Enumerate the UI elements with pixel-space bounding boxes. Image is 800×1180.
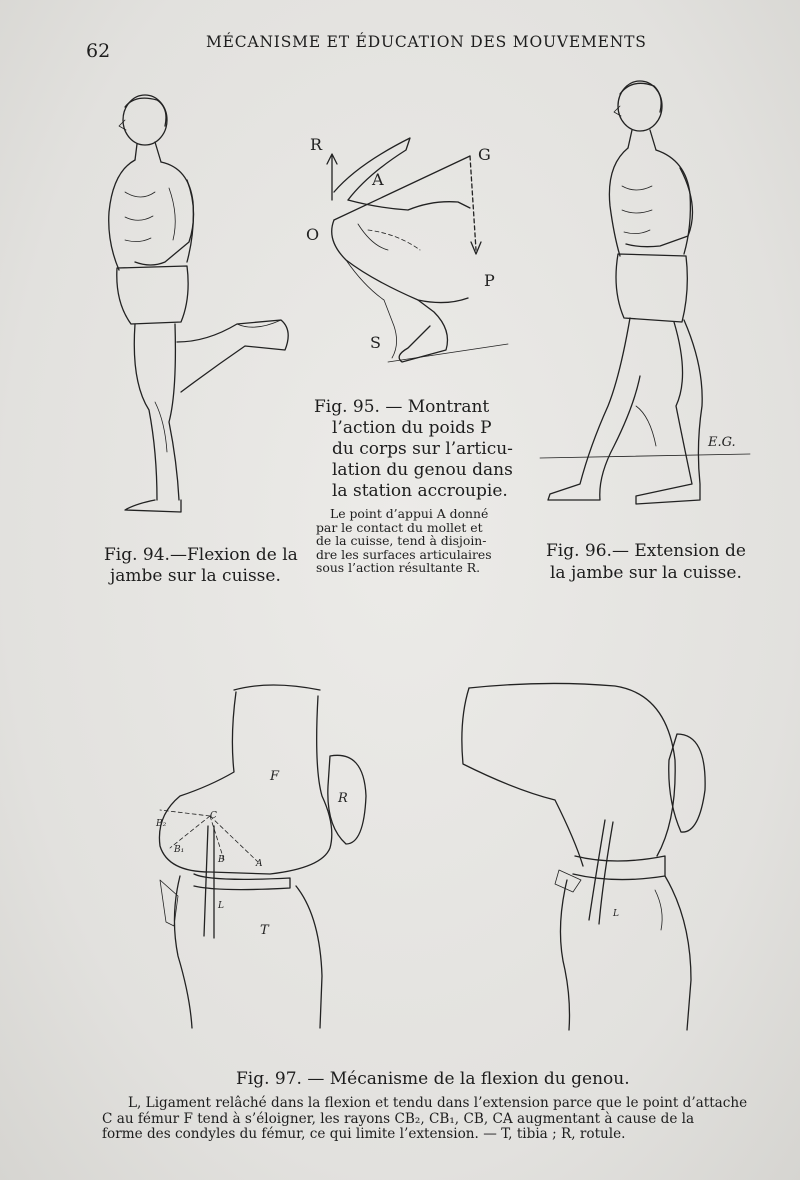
fig97-note-line: forme des condyles du fémur, ce qui limite l’extension. — T, tibia ; R, rotule. <box>102 1126 626 1142</box>
fig95-note-line: de la cuisse, tend à disjoin- <box>316 533 487 549</box>
fig95-caption-line: la station accroupie. <box>332 481 508 501</box>
fig95-caption-line: du corps sur l’articu- <box>332 439 513 459</box>
fig97-note-line: C au fémur F tend à s’éloigner, les rayons CB₂, CB₁, CB, CA augmentant à cause de la <box>102 1110 695 1127</box>
fig95-note-line: Le point d’appui A donné <box>330 506 489 521</box>
fig97-label-l: L <box>218 901 224 911</box>
fig95-label-a: A <box>372 170 384 189</box>
fig96-caption-line1: Fig. 96.— Extension de <box>546 541 746 561</box>
fig97-label-r: R <box>338 791 348 806</box>
fig97-label-b: B <box>218 855 225 865</box>
fig95-diagram <box>298 130 518 370</box>
fig95-label-p: P <box>484 271 495 290</box>
fig97-label-t: T <box>260 923 269 938</box>
fig97-label-b2: B₂ <box>156 819 167 829</box>
fig95-note <box>316 507 526 575</box>
fig94-caption-line2: jambe sur la cuisse. <box>110 566 281 586</box>
fig94-caption-line1: Fig. 94.—Flexion de la <box>104 545 298 565</box>
fig95-label-s: S <box>370 333 381 352</box>
fig97-label-b1: B₁ <box>174 845 185 855</box>
page-number: 62 <box>86 40 111 62</box>
fig95-label-g: G <box>478 145 491 164</box>
fig97-extension-diagram <box>455 680 715 1036</box>
fig97-label-c: C <box>210 811 217 821</box>
fig97-label-l-right: L <box>613 909 619 919</box>
fig97-note-line: L, Ligament relâché dans la flexion et tendu dans l’extension parce que le point d’attache <box>128 1095 748 1111</box>
fig96-engraver-mark: E.G. <box>708 435 736 450</box>
fig95-label-r: R <box>310 135 323 154</box>
fig95-caption-line: Fig. 95. — Montrant <box>314 397 490 417</box>
fig97-label-a: A <box>256 859 263 869</box>
fig97-flexion-diagram <box>150 676 390 1036</box>
fig95-caption-line: l’action du poids P <box>332 418 492 438</box>
fig95-note-line: par le contact du mollet et <box>316 519 483 535</box>
fig95-note-line: dre les surfaces articulaires <box>316 546 492 562</box>
fig97-label-f: F <box>270 769 280 784</box>
fig97-note <box>100 1096 780 1143</box>
fig97-caption: Fig. 97. — Mécanisme de la flexion du genou. <box>236 1069 630 1089</box>
fig95-label-o: O <box>306 225 320 244</box>
fig95-note-line: sous l’action résultante R. <box>316 560 481 576</box>
fig94-illustration <box>95 92 305 522</box>
fig96-illustration <box>540 76 750 516</box>
fig96-caption-line2: la jambe sur la cuisse. <box>550 563 742 583</box>
fig95-caption-line: lation du genou dans <box>332 460 513 480</box>
fig95-caption <box>314 397 514 502</box>
running-title: MÉCANISME ET ÉDUCATION DES MOUVEMENTS <box>206 33 647 51</box>
